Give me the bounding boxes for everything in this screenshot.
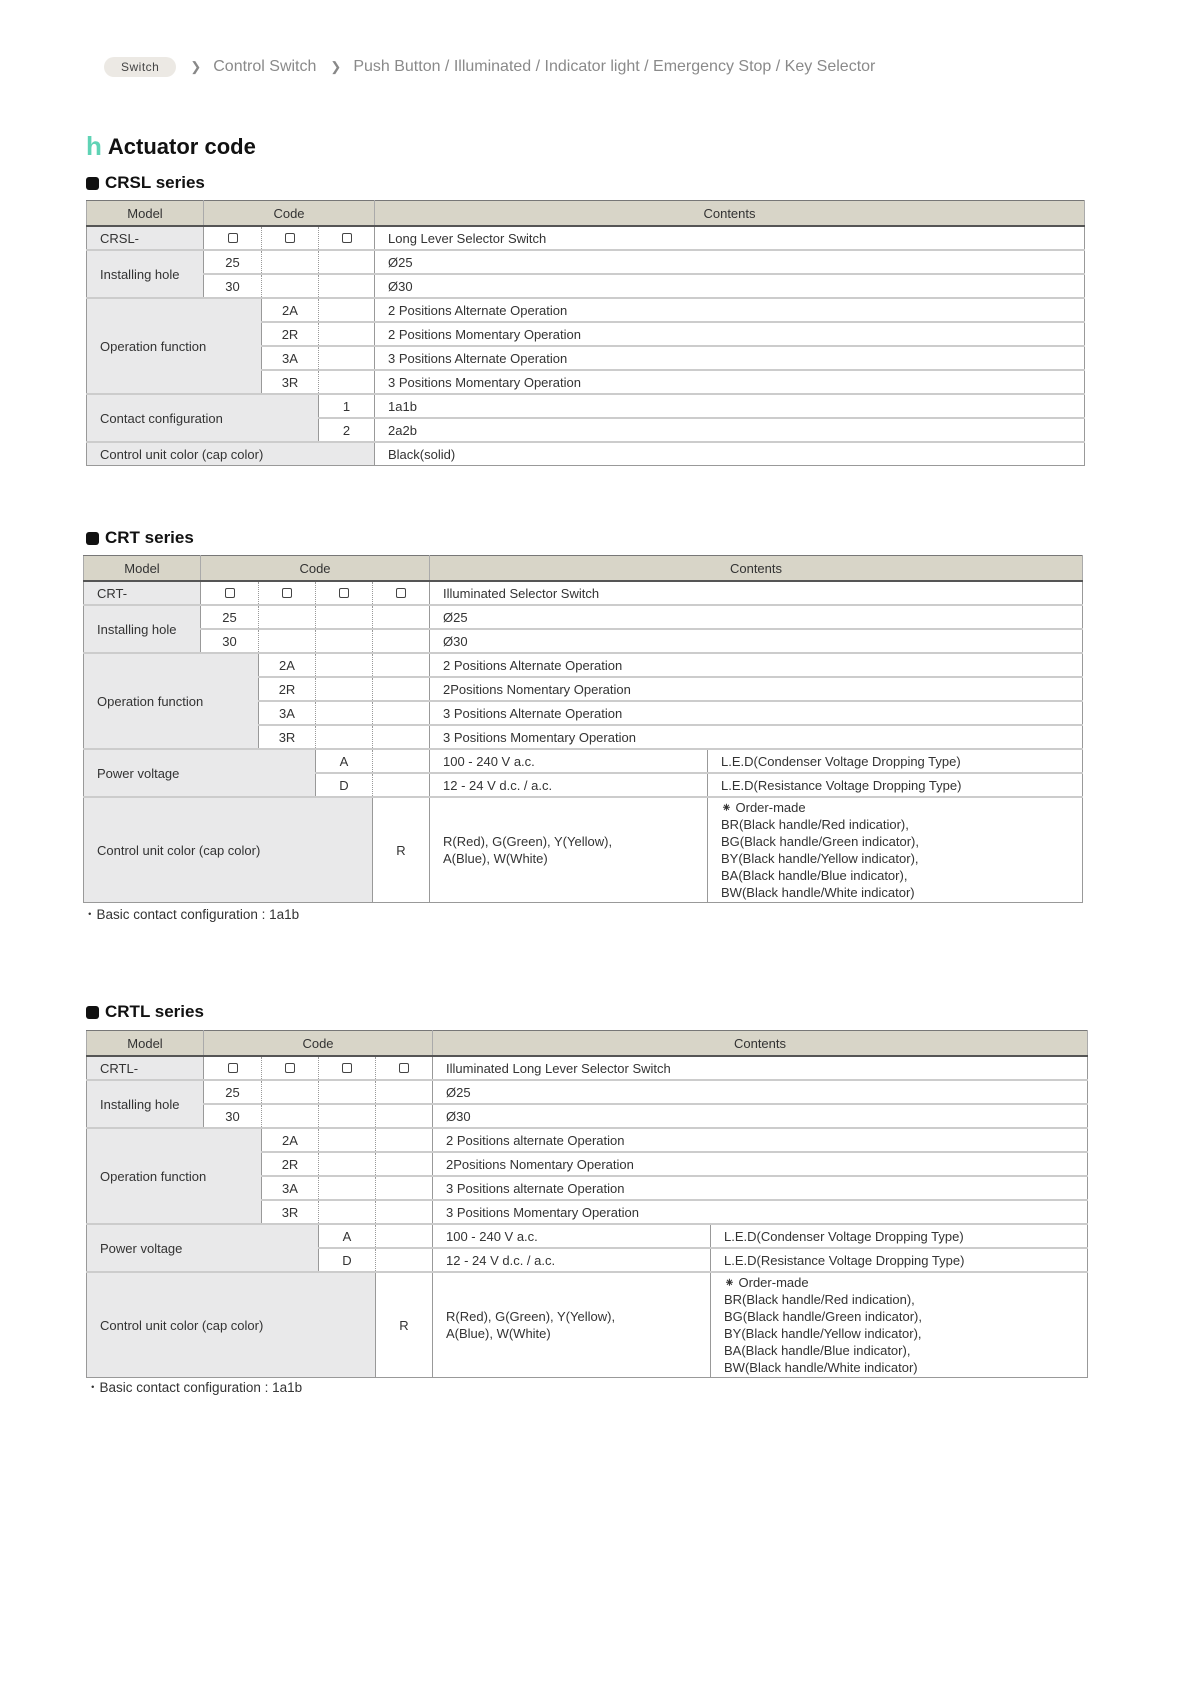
code-value: 2A <box>259 653 316 677</box>
code-placeholder-icon <box>285 233 295 243</box>
model-prefix: CRT- <box>84 581 201 605</box>
code-slot <box>319 1080 376 1104</box>
code-slot <box>376 1056 433 1080</box>
code-slot <box>373 725 430 749</box>
code-placeholder-icon <box>225 588 235 598</box>
column-header-contents: Contents <box>375 201 1085 227</box>
page-title <box>86 131 256 162</box>
row-label: Installing hole <box>87 250 204 298</box>
code-value: 30 <box>204 1104 262 1128</box>
column-header-model: Model <box>87 1031 204 1057</box>
bullet-icon <box>86 1006 99 1019</box>
code-value: 3R <box>259 725 316 749</box>
breadcrumb-item[interactable]: Control Switch <box>213 58 317 75</box>
code-slot <box>201 581 259 605</box>
code-value: 30 <box>201 629 259 653</box>
code-value: 2 <box>319 418 375 442</box>
code-value: 3R <box>262 1200 319 1224</box>
code-slot <box>316 581 373 605</box>
code-placeholder-icon <box>342 233 352 243</box>
code-slot <box>319 1176 376 1200</box>
row-content: 3 Positions alternate Operation <box>433 1176 1088 1200</box>
code-value: 3R <box>262 370 319 394</box>
row-content: R(Red), G(Green), Y(Yellow), A(Blue), W(White) <box>430 797 708 903</box>
row-content: 12 - 24 V d.c. / a.c. <box>430 773 708 797</box>
row-content: 3 Positions Alternate Operation <box>430 701 1083 725</box>
breadcrumb-root[interactable]: Switch <box>104 57 176 77</box>
row-label: Control unit color (cap color) <box>87 442 375 466</box>
row-content: L.E.D(Condenser Voltage Dropping Type) <box>708 749 1083 773</box>
table-row <box>84 749 1083 773</box>
code-slot <box>316 653 373 677</box>
row-content: 3 Positions Momentary Operation <box>375 370 1085 394</box>
model-description: Illuminated Selector Switch <box>430 581 1083 605</box>
row-content: 100 - 240 V a.c. <box>433 1224 711 1248</box>
row-content: Ø25 <box>430 605 1083 629</box>
code-value: R <box>376 1272 433 1378</box>
code-value: R <box>373 797 430 903</box>
row-label: Contact configuration <box>87 394 319 442</box>
code-slot <box>319 1056 376 1080</box>
note: ・Basic contact configuration : 1a1b <box>83 907 300 922</box>
table-row <box>87 442 1085 466</box>
code-slot <box>316 605 373 629</box>
code-value: 3A <box>259 701 316 725</box>
crt-table <box>83 555 1083 903</box>
code-value: 2A <box>262 1128 319 1152</box>
row-label: Operation function <box>84 653 259 749</box>
code-slot <box>262 1080 319 1104</box>
model-description: Illuminated Long Lever Selector Switch <box>433 1056 1088 1080</box>
row-content: 100 - 240 V a.c. <box>430 749 708 773</box>
code-slot <box>319 370 375 394</box>
code-value: 2R <box>262 1152 319 1176</box>
column-header-code: Code <box>204 1031 433 1057</box>
code-placeholder-icon <box>396 588 406 598</box>
code-slot <box>373 653 430 677</box>
code-slot <box>373 701 430 725</box>
code-slot <box>376 1152 433 1176</box>
code-placeholder-icon <box>228 233 238 243</box>
code-slot <box>376 1200 433 1224</box>
code-placeholder-icon <box>285 1063 295 1073</box>
code-slot <box>262 226 319 250</box>
code-placeholder-icon <box>339 588 349 598</box>
code-slot <box>316 701 373 725</box>
code-slot <box>204 1056 262 1080</box>
table-row <box>87 250 1085 274</box>
row-content: Black(solid) <box>375 442 1085 466</box>
table-row <box>84 653 1083 677</box>
row-label: Operation function <box>87 1128 262 1224</box>
breadcrumb <box>104 57 875 77</box>
code-value: 2A <box>262 298 319 322</box>
row-content: ⁕ Order-made BR(Black handle/Red indicatior), BG(Black handle/Green indicator), BY(Black handle/Yellow indicator), BA(Black handle/Blue indicator), BW(Black handle/White indicator) <box>708 797 1083 903</box>
column-header-code: Code <box>204 201 375 227</box>
code-slot <box>319 250 375 274</box>
code-slot <box>376 1176 433 1200</box>
code-placeholder-icon <box>342 1063 352 1073</box>
row-content: Ø30 <box>430 629 1083 653</box>
code-slot <box>259 605 316 629</box>
row-content: 3 Positions Alternate Operation <box>375 346 1085 370</box>
crtl-table <box>86 1030 1088 1378</box>
code-value: A <box>316 749 373 773</box>
code-value: 3A <box>262 1176 319 1200</box>
table-row <box>87 1080 1088 1104</box>
table-row <box>84 605 1083 629</box>
code-slot <box>373 677 430 701</box>
code-value: D <box>319 1248 376 1272</box>
code-slot <box>316 677 373 701</box>
section-title <box>86 528 194 548</box>
code-value: 30 <box>204 274 262 298</box>
code-slot <box>262 274 319 298</box>
row-content: 2Positions Nomentary Operation <box>430 677 1083 701</box>
code-value: 25 <box>201 605 259 629</box>
section-title <box>86 173 205 193</box>
row-content: 2Positions Nomentary Operation <box>433 1152 1088 1176</box>
row-content: ⁕ Order-made BR(Black handle/Red indication), BG(Black handle/Green indicator), BY(Black handle/Yellow indicator), BA(Black handle/Blue indicator), BW(Black handle/White indicator) <box>711 1272 1088 1378</box>
row-content: L.E.D(Resistance Voltage Dropping Type) <box>711 1248 1088 1272</box>
page-title-text: Actuator code <box>107 133 256 159</box>
table-row <box>87 1031 1088 1057</box>
crsl-table <box>86 200 1085 466</box>
code-slot <box>319 1104 376 1128</box>
code-slot <box>316 725 373 749</box>
table-row <box>87 274 1085 298</box>
row-content: L.E.D(Resistance Voltage Dropping Type) <box>708 773 1083 797</box>
row-content: Ø25 <box>375 250 1085 274</box>
code-slot <box>319 1200 376 1224</box>
table-row <box>87 201 1085 227</box>
code-value: 1 <box>319 394 375 418</box>
code-slot <box>204 226 262 250</box>
section-title-text: CRTL series <box>105 1002 204 1021</box>
note: ・Basic contact configuration : 1a1b <box>86 1380 303 1395</box>
code-slot <box>259 629 316 653</box>
code-slot <box>376 1248 433 1272</box>
code-slot <box>376 1128 433 1152</box>
code-placeholder-icon <box>282 588 292 598</box>
code-slot <box>373 581 430 605</box>
table-row <box>84 556 1083 582</box>
column-header-model: Model <box>84 556 201 582</box>
row-content: 3 Positions Momentary Operation <box>433 1200 1088 1224</box>
code-slot <box>316 629 373 653</box>
code-value: 25 <box>204 250 262 274</box>
row-label: Control unit color (cap color) <box>84 797 373 903</box>
bullet-icon <box>86 532 99 545</box>
section-title-text: CRT series <box>105 528 194 547</box>
code-slot <box>319 346 375 370</box>
model-prefix: CRSL- <box>87 226 204 250</box>
code-slot <box>319 274 375 298</box>
table-row <box>84 581 1083 605</box>
code-slot <box>373 629 430 653</box>
row-content: Ø30 <box>433 1104 1088 1128</box>
table-row <box>87 298 1085 322</box>
table-row <box>87 1104 1088 1128</box>
code-slot <box>259 581 316 605</box>
row-content: 1a1b <box>375 394 1085 418</box>
code-slot <box>319 322 375 346</box>
row-content: 2 Positions alternate Operation <box>433 1128 1088 1152</box>
code-value: A <box>319 1224 376 1248</box>
row-content: 2 Positions Momentary Operation <box>375 322 1085 346</box>
row-content: R(Red), G(Green), Y(Yellow), A(Blue), W(White) <box>433 1272 711 1378</box>
code-value: 2R <box>259 677 316 701</box>
code-slot <box>262 1056 319 1080</box>
table-row <box>84 629 1083 653</box>
code-slot <box>262 1104 319 1128</box>
code-slot <box>373 605 430 629</box>
code-slot <box>319 1152 376 1176</box>
row-content: L.E.D(Condenser Voltage Dropping Type) <box>711 1224 1088 1248</box>
code-slot <box>376 1224 433 1248</box>
column-header-code: Code <box>201 556 430 582</box>
code-value: D <box>316 773 373 797</box>
row-label: Operation function <box>87 298 262 394</box>
breadcrumb-item[interactable]: Push Button / Illuminated / Indicator light / Emergency Stop / Key Selector <box>353 58 876 75</box>
column-header-contents: Contents <box>430 556 1083 582</box>
bullet-icon <box>86 177 99 190</box>
row-content: Ø25 <box>433 1080 1088 1104</box>
code-slot <box>376 1080 433 1104</box>
code-placeholder-icon <box>228 1063 238 1073</box>
column-header-contents: Contents <box>433 1031 1088 1057</box>
table-row <box>87 1128 1088 1152</box>
row-label: Power voltage <box>84 749 316 797</box>
row-content: Ø30 <box>375 274 1085 298</box>
table-row <box>87 1272 1088 1378</box>
code-value: 25 <box>204 1080 262 1104</box>
chevron-right-icon: ❯ <box>190 59 202 74</box>
section-title-text: CRSL series <box>105 173 205 192</box>
section-title <box>86 1002 204 1022</box>
row-content: 2 Positions Alternate Operation <box>375 298 1085 322</box>
code-slot <box>319 1128 376 1152</box>
row-label: Installing hole <box>84 605 201 653</box>
row-content: 12 - 24 V d.c. / a.c. <box>433 1248 711 1272</box>
row-content: 3 Positions Momentary Operation <box>430 725 1083 749</box>
row-label: Power voltage <box>87 1224 319 1272</box>
row-content: 2 Positions Alternate Operation <box>430 653 1083 677</box>
code-value: 3A <box>262 346 319 370</box>
code-placeholder-icon <box>399 1063 409 1073</box>
code-slot <box>376 1104 433 1128</box>
table-row <box>87 226 1085 250</box>
code-slot <box>319 226 375 250</box>
table-row <box>87 1224 1088 1248</box>
code-slot <box>373 773 430 797</box>
chevron-right-icon: ❯ <box>330 59 342 74</box>
code-slot <box>373 749 430 773</box>
row-content: 2a2b <box>375 418 1085 442</box>
table-row <box>87 394 1085 418</box>
code-value: 2R <box>262 322 319 346</box>
code-slot <box>319 298 375 322</box>
model-prefix: CRTL- <box>87 1056 204 1080</box>
model-description: Long Lever Selector Switch <box>375 226 1085 250</box>
row-label: Installing hole <box>87 1080 204 1128</box>
table-row <box>87 1056 1088 1080</box>
column-header-model: Model <box>87 201 204 227</box>
code-slot <box>262 250 319 274</box>
row-label: Control unit color (cap color) <box>87 1272 376 1378</box>
table-row <box>84 797 1083 903</box>
brand-logo-icon: h <box>86 131 102 161</box>
